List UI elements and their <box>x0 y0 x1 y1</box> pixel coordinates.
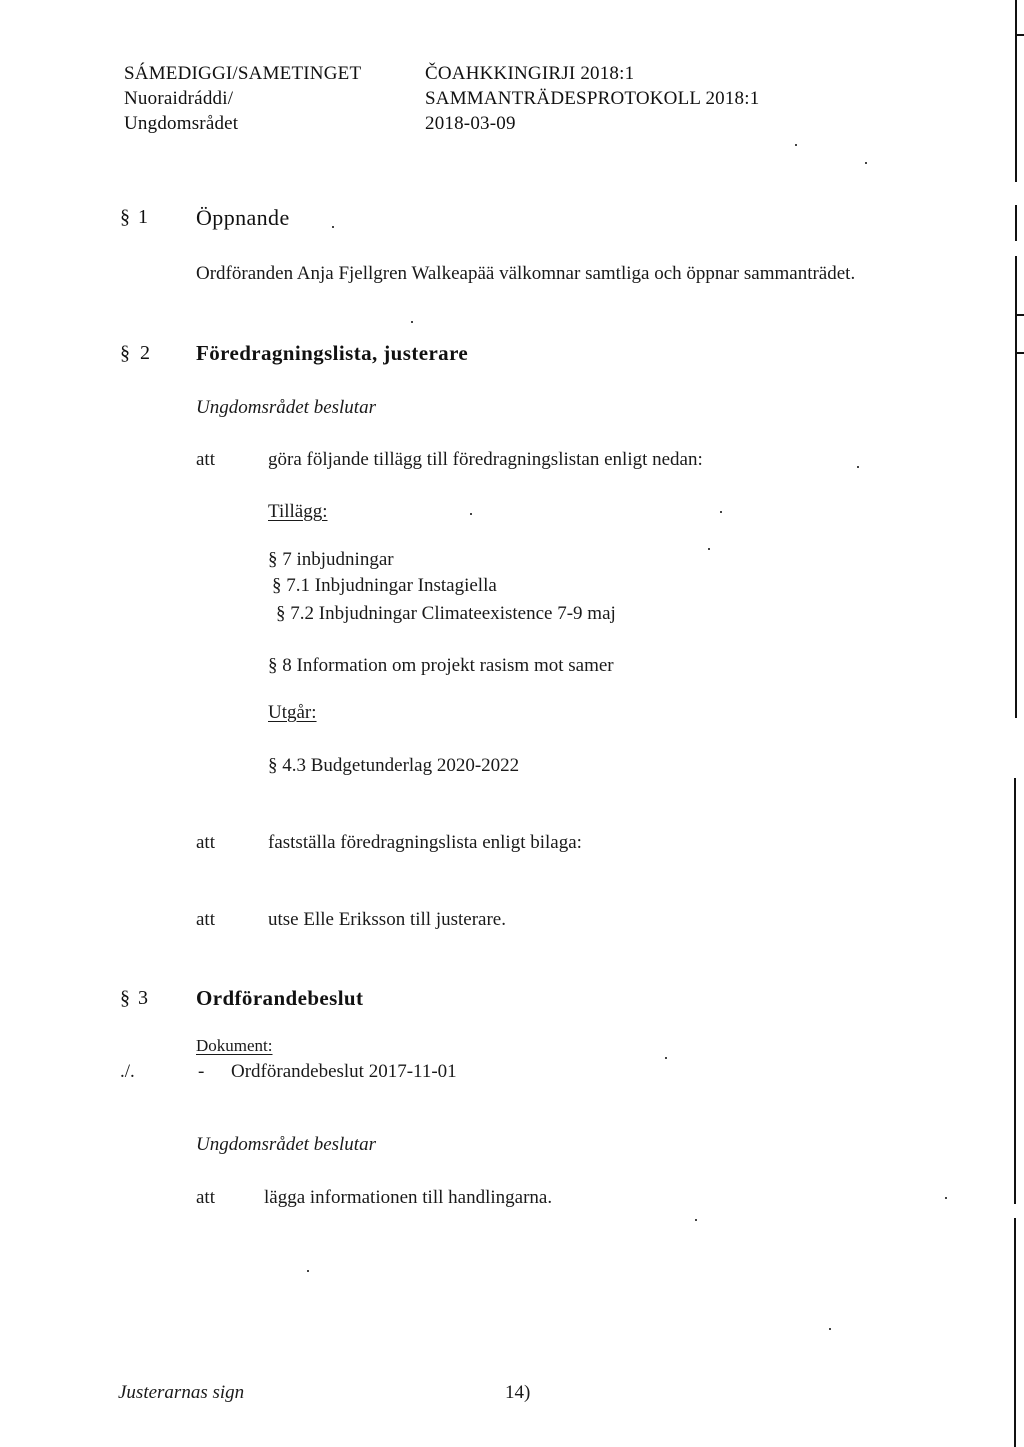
att-label: att <box>196 909 215 930</box>
page-marker: 14) <box>505 1382 531 1403</box>
section-3-symbol: § <box>120 987 130 1009</box>
attachment-mark: ./. <box>120 1061 135 1082</box>
additions-label: Tillägg: <box>268 501 328 522</box>
signature-label: Justerarnas sign <box>118 1382 245 1403</box>
document-label: Dokument: <box>196 1036 273 1055</box>
section-2-decision-heading: Ungdomsrådet beslutar <box>196 397 376 418</box>
section-2-title: Föredragningslista, justerare <box>196 341 469 365</box>
org-name: SÁMEDIGGI/SAMETINGET <box>124 63 362 84</box>
scan-speck <box>945 1197 947 1199</box>
doc-date: 2018-03-09 <box>425 113 516 134</box>
att-text-filing: lägga informationen till handlingarna. <box>264 1187 553 1208</box>
scan-edge-tick <box>1017 314 1024 316</box>
section-1-text: Ordföranden Anja Fjellgren Walkeapää välkomnar samtliga och öppnar sammanträdet. <box>196 263 856 284</box>
section-2-number: 2 <box>140 342 150 364</box>
scan-speck <box>307 1270 309 1272</box>
scan-speck <box>708 548 710 550</box>
removed-item-4-3: § 4.3 Budgetunderlag 2020-2022 <box>268 755 520 776</box>
org-unit-sami: Nuoraidráddi/ <box>124 88 234 109</box>
removed-label: Utgår: <box>268 702 317 723</box>
scan-edge-tick <box>1017 352 1024 354</box>
scan-edge-tick <box>1017 34 1024 36</box>
section-1-title: Öppnande <box>196 205 290 230</box>
addition-item-7-1: § 7.1 Inbjudningar Instagiella <box>272 575 497 596</box>
scan-speck <box>720 511 722 513</box>
att-text-agenda: fastställa föredragningslista enligt bilaga: <box>268 832 582 853</box>
scan-edge-line <box>1014 1218 1016 1447</box>
section-1-number: 1 <box>138 206 148 228</box>
scan-speck <box>665 1057 667 1059</box>
scan-speck <box>470 513 472 515</box>
doc-title-sami: ČOAHKKINGIRJI 2018:1 <box>425 63 635 84</box>
addition-item-7-2: § 7.2 Inbjudningar Climateexistence 7-9 maj <box>276 603 616 624</box>
att-label: att <box>196 832 215 853</box>
addition-item-8: § 8 Information om projekt rasism mot samer <box>268 655 614 676</box>
scan-edge-line <box>1014 778 1016 1204</box>
section-2-symbol: § <box>120 342 130 364</box>
section-3-title: Ordförandebeslut <box>196 986 364 1010</box>
scan-speck <box>411 321 413 323</box>
section-1-symbol: § <box>120 206 130 228</box>
scan-speck <box>695 1219 697 1221</box>
scan-edge-line <box>1015 256 1017 718</box>
section-3-decision-heading: Ungdomsrådet beslutar <box>196 1134 376 1155</box>
scan-edge-line <box>1015 205 1017 241</box>
scan-speck <box>829 1328 831 1330</box>
att-label: att <box>196 1187 215 1208</box>
document-dash: - <box>198 1061 205 1082</box>
scan-speck <box>857 466 859 468</box>
document-item: Ordförandebeslut 2017-11-01 <box>231 1061 457 1082</box>
scan-speck <box>795 144 797 146</box>
att-text-additions: göra följande tillägg till föredragningslistan enligt nedan: <box>268 449 703 470</box>
scan-edge-line <box>1015 0 1017 182</box>
addition-item-7: § 7 inbjudningar <box>268 549 394 570</box>
scan-speck <box>865 162 867 164</box>
att-text-adjuster: utse Elle Eriksson till justerare. <box>268 909 506 930</box>
org-unit-swedish: Ungdomsrådet <box>124 113 239 134</box>
scan-speck <box>332 226 334 228</box>
section-3-number: 3 <box>138 987 148 1009</box>
att-label: att <box>196 449 215 470</box>
doc-title-swedish: SAMMANTRÄDESPROTOKOLL 2018:1 <box>425 88 760 109</box>
